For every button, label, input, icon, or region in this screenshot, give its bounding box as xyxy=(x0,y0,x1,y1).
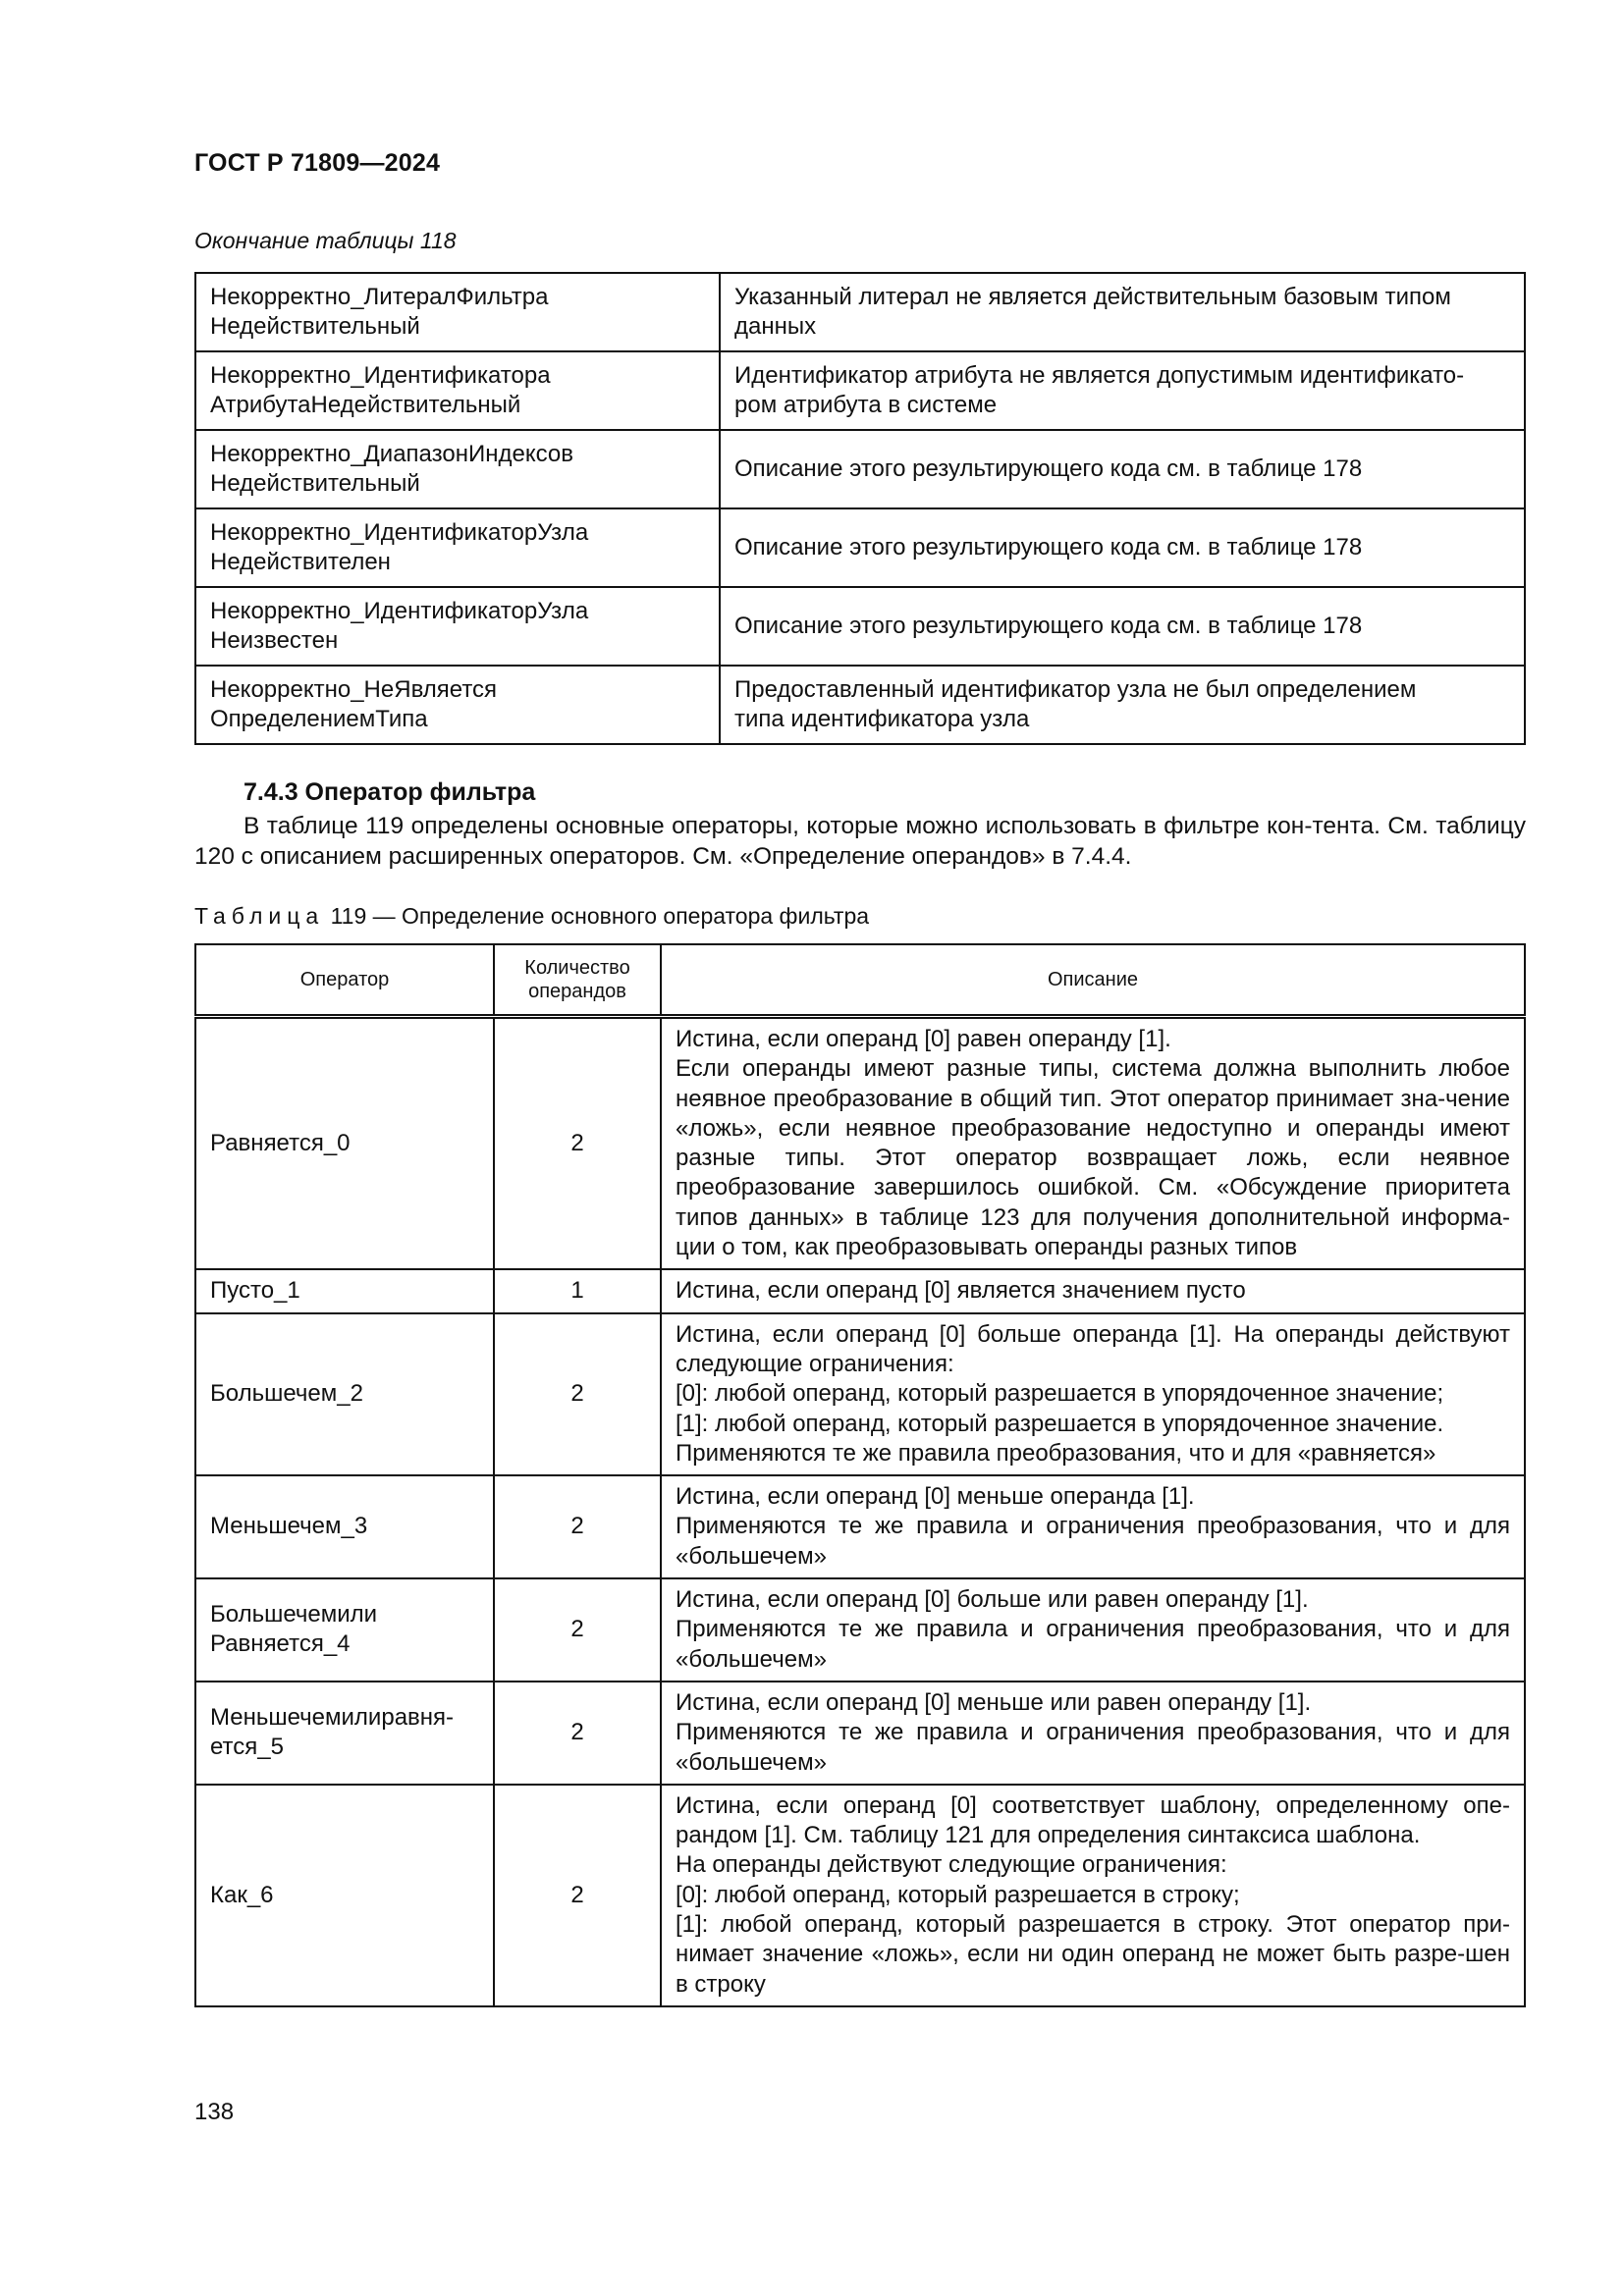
table-row xyxy=(195,430,1525,508)
table-row xyxy=(195,1785,1525,2006)
result-code-cell xyxy=(195,508,720,587)
line: [0]: любой операнд, который разрешается в упорядоченное значение; xyxy=(676,1380,1444,1408)
line: Большечем_2 xyxy=(210,1380,363,1408)
section-paragraph: В таблице 119 определены основные операторы, которые можно использовать в фильтре кон-тента. См. таблицу 120 с описанием расширенных операторов. См. «Определение операндов» в 7.4.4. xyxy=(194,813,1526,870)
table-row xyxy=(195,508,1525,587)
line: типа идентификатора узла xyxy=(734,706,1030,732)
table-header-row xyxy=(195,944,1525,1017)
table-row xyxy=(195,1475,1525,1578)
line: АтрибутаНедействительный xyxy=(210,392,521,418)
table-119 xyxy=(194,943,1526,2007)
operator-cell xyxy=(195,1578,494,1682)
line: данных xyxy=(734,313,817,340)
description-cell xyxy=(720,587,1525,666)
line: Как_6 xyxy=(210,1881,274,1908)
standard-header: ГОСТ Р 71809—2024 xyxy=(194,149,441,177)
caption-text: 119 — Определение основного оператора фильтра xyxy=(324,903,870,929)
line: Истина, если операнд [0] является значением пусто xyxy=(676,1277,1246,1305)
line: Если операнды имеют разные типы, система должна выполнить любое неявное преобразование в общий тип. Этот оператор принимает зна-чение «ложь», если неявное преобразование недоступно и операнды имеют разные типы. Этот оператор возвращает ложь, если неявное преобразование завершилось ошибкой. См. «Обсуждение приоритета типов данных» в таблице 123 для получения дополнительной информа-ции о том, как преобразовывать операнды разных типов xyxy=(676,1055,1510,1261)
operator-cell xyxy=(195,1269,494,1312)
line: Истина, если операнд [0] равен операнду [1]. xyxy=(676,1026,1171,1052)
line: Некорректно_ИдентификаторУзла xyxy=(210,598,589,624)
line: Равняется_0 xyxy=(210,1130,351,1157)
operand-count-cell: 1 xyxy=(494,1269,661,1312)
line: Истина, если операнд [0] меньше операнда [1]. xyxy=(676,1483,1195,1511)
description-cell xyxy=(661,1682,1525,1785)
table-row xyxy=(195,1269,1525,1312)
line: Большечемили xyxy=(210,1601,378,1629)
table-row xyxy=(195,1017,1525,1270)
line: Равняется_4 xyxy=(210,1630,351,1658)
description-cell xyxy=(661,1017,1525,1270)
line: Меньшечемилиравня- xyxy=(210,1704,455,1732)
line: Некорректно_ДиапазонИндексов xyxy=(210,441,573,467)
line: Истина, если операнд [0] меньше или равен операнду [1]. xyxy=(676,1688,1312,1716)
line: Истина, если операнд [0] соответствует шаблону, определенному опе-рандом [1]. См. таблицу 121 для определения синтаксиса шаблона. xyxy=(676,1791,1510,1849)
result-code-cell xyxy=(195,273,720,351)
line: Некорректно_ИдентификаторУзла xyxy=(210,519,589,546)
line: Указанный литерал не является действительным базовым типом xyxy=(734,284,1451,310)
header-description: Описание xyxy=(661,944,1525,1017)
operand-count-cell: 2 xyxy=(494,1785,661,2006)
table-row xyxy=(195,587,1525,666)
line: Недействителен xyxy=(210,549,391,575)
operator-cell xyxy=(195,1475,494,1578)
page-number: 138 xyxy=(194,2099,235,2125)
line: ром атрибута в системе xyxy=(734,392,998,418)
line: операндов xyxy=(528,981,626,1002)
line: Недействительный xyxy=(210,470,420,497)
description-cell xyxy=(720,351,1525,430)
operand-count-cell: 2 xyxy=(494,1682,661,1785)
line: Некорректно_ЛитералФильтра xyxy=(210,284,549,310)
line: ОпределениемТипа xyxy=(210,706,428,732)
operand-count-cell: 2 xyxy=(494,1017,661,1270)
header-operator: Оператор xyxy=(195,944,494,1017)
line: Применяются те же правила преобразования, что и для «равняется» xyxy=(676,1439,1436,1467)
description-cell xyxy=(661,1475,1525,1578)
result-code-cell xyxy=(195,666,720,744)
description-cell xyxy=(720,508,1525,587)
operator-cell xyxy=(195,1682,494,1785)
line: Истина, если операнд [0] больше операнда [1]. На операнды действуют следующие ограничения: xyxy=(676,1320,1510,1377)
result-code-cell xyxy=(195,587,720,666)
line: Количество xyxy=(524,957,630,979)
section-title: 7.4.3 Оператор фильтра xyxy=(244,778,536,806)
line: Применяются те же правила и ограничения преобразования, что и для «большечем» xyxy=(676,1719,1510,1776)
table-row xyxy=(195,1313,1525,1475)
table-119-caption xyxy=(194,903,869,930)
table-row xyxy=(195,273,1525,351)
description-cell xyxy=(720,273,1525,351)
line: Неизвестен xyxy=(210,627,339,654)
table-118 xyxy=(194,272,1526,745)
line: Описание этого результирующего кода см. в таблице 178 xyxy=(734,455,1363,482)
operand-count-cell: 2 xyxy=(494,1578,661,1682)
table-row xyxy=(195,351,1525,430)
caption-label: Таблица xyxy=(194,903,325,929)
line: Истина, если операнд [0] больше или равен операнду [1]. xyxy=(676,1586,1309,1614)
line: Применяются те же правила и ограничения преобразования, что и для «большечем» xyxy=(676,1616,1510,1673)
line: На операнды действуют следующие ограничения: xyxy=(676,1851,1227,1879)
header-operand-count xyxy=(494,944,661,1017)
line: [1]: любой операнд, который разрешается в упорядоченное значение. xyxy=(676,1410,1444,1437)
line: ется_5 xyxy=(210,1734,284,1761)
line: Некорректно_Идентификатора xyxy=(210,362,551,389)
line: Применяются те же правила и ограничения преобразования, что и для «большечем» xyxy=(676,1513,1510,1570)
result-code-cell xyxy=(195,351,720,430)
line: Меньшечем_3 xyxy=(210,1513,368,1540)
operand-count-cell: 2 xyxy=(494,1475,661,1578)
description-cell xyxy=(720,666,1525,744)
line: Недействительный xyxy=(210,313,420,340)
operand-count-cell: 2 xyxy=(494,1313,661,1475)
table-118-continuation-caption: Окончание таблицы 118 xyxy=(194,228,457,253)
description-cell xyxy=(661,1785,1525,2006)
line: Пусто_1 xyxy=(210,1277,300,1305)
table-row xyxy=(195,1682,1525,1785)
description-cell xyxy=(661,1269,1525,1312)
description-cell xyxy=(661,1313,1525,1475)
result-code-cell xyxy=(195,430,720,508)
table-row xyxy=(195,666,1525,744)
description-cell xyxy=(720,430,1525,508)
line: Идентификатор атрибута не является допустимым идентификато- xyxy=(734,362,1465,389)
description-cell xyxy=(661,1578,1525,1682)
operator-cell xyxy=(195,1313,494,1475)
table-row xyxy=(195,1578,1525,1682)
line: [0]: любой операнд, который разрешается в строку; xyxy=(676,1881,1240,1908)
line: Описание этого результирующего кода см. в таблице 178 xyxy=(734,534,1363,561)
line: Описание этого результирующего кода см. в таблице 178 xyxy=(734,613,1363,639)
operator-cell xyxy=(195,1017,494,1270)
line: [1]: любой операнд, который разрешается в строку. Этот оператор при-нимает значение «ложь», если ни один операнд не может быть разре-шен в строку xyxy=(676,1911,1510,1998)
operator-cell xyxy=(195,1785,494,2006)
line: Некорректно_НеЯвляется xyxy=(210,676,498,703)
line: Предоставленный идентификатор узла не был определением xyxy=(734,676,1417,703)
